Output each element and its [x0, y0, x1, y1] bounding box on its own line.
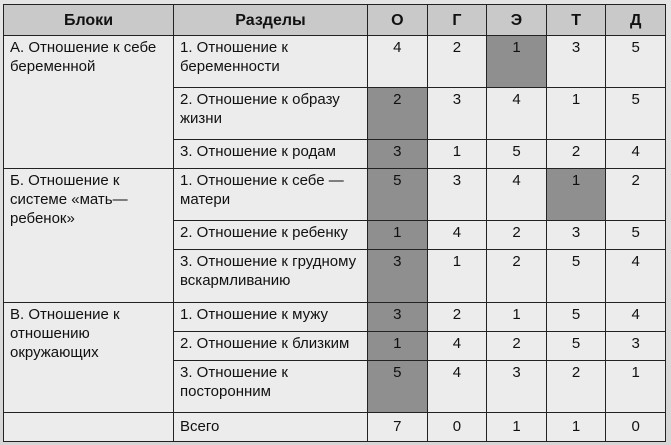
value-cell: 4: [606, 302, 666, 331]
value-cell-highlighted: 2: [368, 88, 428, 140]
total-empty-cell: [4, 412, 174, 441]
value-cell: 3: [487, 360, 547, 412]
total-label: Всего: [174, 412, 368, 441]
header-t: Т: [546, 5, 606, 36]
total-value: 0: [606, 412, 666, 441]
value-cell: 3: [427, 88, 487, 140]
section-cell: 3. Отношение к грудному вскармливанию: [174, 250, 368, 302]
relationship-table: [3, 4, 666, 442]
value-cell: 2: [546, 360, 606, 412]
value-cell: 2: [487, 221, 547, 250]
value-cell: 4: [606, 250, 666, 302]
value-cell: 2: [427, 302, 487, 331]
value-cell: 4: [368, 36, 428, 88]
value-cell: 4: [606, 140, 666, 169]
value-cell: 5: [546, 302, 606, 331]
header-blocks: Блоки: [4, 5, 174, 36]
value-cell: 4: [427, 221, 487, 250]
section-cell: 3. Отношение к посторонним: [174, 360, 368, 412]
total-value: 1: [487, 412, 547, 441]
value-cell: 2: [487, 331, 547, 360]
value-cell: 4: [487, 88, 547, 140]
value-cell: 1: [546, 88, 606, 140]
value-cell: 4: [427, 331, 487, 360]
block-c: В. Отношение к отношению окружающих: [4, 302, 174, 412]
value-cell: 5: [546, 250, 606, 302]
header-row: [4, 5, 666, 36]
value-cell: 2: [427, 36, 487, 88]
section-cell: 1. Отношение к мужу: [174, 302, 368, 331]
value-cell: 5: [606, 221, 666, 250]
value-cell: 5: [606, 36, 666, 88]
value-cell: 3: [606, 331, 666, 360]
value-cell: 3: [427, 169, 487, 221]
value-cell: 1: [427, 250, 487, 302]
header-g: Г: [427, 5, 487, 36]
header-d: Д: [606, 5, 666, 36]
block-a: А. Отношение к себе беременной: [4, 36, 174, 169]
value-cell: 4: [427, 360, 487, 412]
value-cell: 4: [487, 169, 547, 221]
section-cell: 2. Отношение к образу жизни: [174, 88, 368, 140]
total-value: 1: [546, 412, 606, 441]
value-cell: 1: [427, 140, 487, 169]
value-cell: 1: [487, 302, 547, 331]
total-row: [4, 412, 666, 441]
value-cell: 2: [606, 169, 666, 221]
value-cell: 3: [546, 221, 606, 250]
header-o: О: [368, 5, 428, 36]
header-e: Э: [487, 5, 547, 36]
section-cell: 2. Отношение к близким: [174, 331, 368, 360]
table-row: [4, 169, 666, 221]
total-value: 7: [368, 412, 428, 441]
value-cell-highlighted: 5: [368, 169, 428, 221]
value-cell-highlighted: 3: [368, 140, 428, 169]
value-cell-highlighted: 3: [368, 250, 428, 302]
value-cell-highlighted: 3: [368, 302, 428, 331]
value-cell-highlighted: 1: [368, 221, 428, 250]
block-b: Б. Отношение к системе «мать—ребенок»: [4, 169, 174, 302]
header-sections: Разделы: [174, 5, 368, 36]
value-cell-highlighted: 1: [546, 169, 606, 221]
section-cell: 3. Отношение к родам: [174, 140, 368, 169]
value-cell: 5: [606, 88, 666, 140]
table-row: [4, 302, 666, 331]
section-cell: 1. Отношение к себе — матери: [174, 169, 368, 221]
value-cell: 1: [606, 360, 666, 412]
value-cell: 5: [546, 331, 606, 360]
value-cell: 3: [546, 36, 606, 88]
value-cell-highlighted: 1: [368, 331, 428, 360]
value-cell-highlighted: 1: [487, 36, 547, 88]
total-value: 0: [427, 412, 487, 441]
section-cell: 2. Отношение к ребенку: [174, 221, 368, 250]
value-cell-highlighted: 5: [368, 360, 428, 412]
section-cell: 1. Отношение к беременности: [174, 36, 368, 88]
table-row: [4, 36, 666, 88]
value-cell: 5: [487, 140, 547, 169]
value-cell: 2: [487, 250, 547, 302]
value-cell: 2: [546, 140, 606, 169]
